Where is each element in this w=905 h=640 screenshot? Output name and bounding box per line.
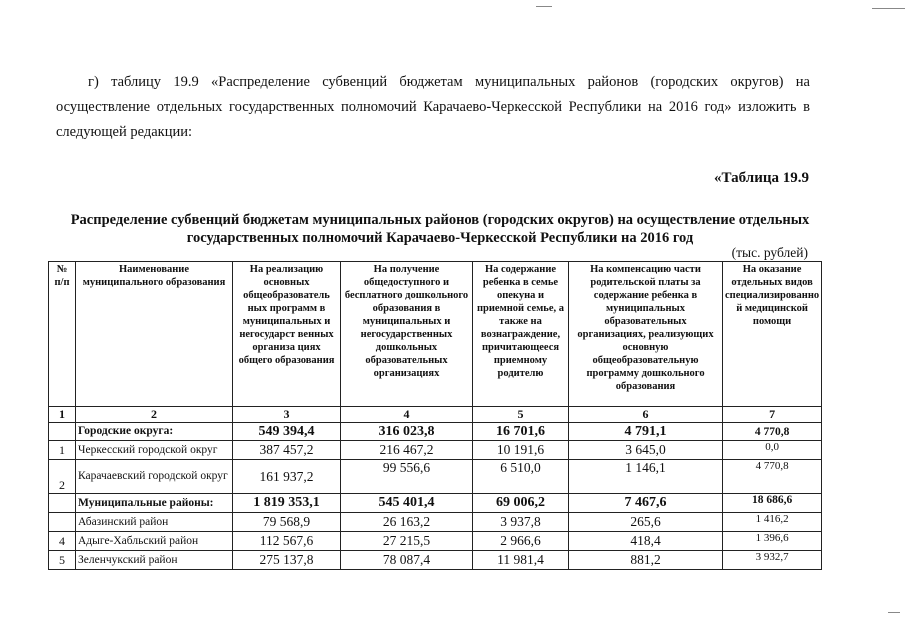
- column-numbers-row: [49, 407, 822, 423]
- cell-value: 4 791,1: [569, 423, 723, 441]
- row-name: Абазинский район: [76, 513, 233, 532]
- table-row: [49, 460, 822, 494]
- row-number: [49, 494, 76, 513]
- cell-value: 387 457,2: [233, 441, 341, 460]
- column-number: 6: [569, 407, 723, 423]
- row-number: 1: [49, 441, 76, 460]
- cell-value: 26 163,2: [341, 513, 473, 532]
- cell-value: 0,0: [723, 441, 822, 460]
- table-row-subtotal: [49, 423, 822, 441]
- cell-value: 265,6: [569, 513, 723, 532]
- row-name: Карачаевский городской округ: [76, 460, 233, 494]
- cell-value: 1 146,1: [569, 460, 723, 494]
- cell-value: 161 937,2: [233, 460, 341, 494]
- table-row-subtotal: [49, 494, 822, 513]
- cell-value: 549 394,4: [233, 423, 341, 441]
- column-number: 5: [473, 407, 569, 423]
- column-number: 4: [341, 407, 473, 423]
- cell-value: 16 701,6: [473, 423, 569, 441]
- table-row: [49, 441, 822, 460]
- row-number: [49, 513, 76, 532]
- subventions-table: [48, 261, 822, 570]
- cell-value: 11 981,4: [473, 551, 569, 570]
- row-number: 2: [49, 460, 76, 494]
- row-number: 5: [49, 551, 76, 570]
- cell-value: 1 396,6: [723, 532, 822, 551]
- header-foster-care: На содержание ребенка в семье опекуна и приемной семье, а также на вознаграждение, причитающееся приемному родителю: [473, 262, 569, 407]
- header-parental-compensation: На компенсацию части родительской платы за содержание ребенка в муниципальных образовательных организациях, реализующих основную общеобразовательную программу дошкольного образования: [569, 262, 723, 407]
- cell-value: 216 467,2: [341, 441, 473, 460]
- row-number: 4: [49, 532, 76, 551]
- header-preschool-education: На получение общедоступного и бесплатного дошкольного образования в муниципальных и негосударственных дошкольных образовательных организациях: [341, 262, 473, 407]
- cell-value: 99 556,6: [341, 460, 473, 494]
- scan-artifact: [536, 6, 552, 7]
- table-title: Распределение субвенций бюджетам муниципальных районов (городских округов) на осуществление отдельных государственных полномочий Карачаево-Черкесской Республики на 2016 год: [70, 212, 810, 246]
- cell-value: 881,2: [569, 551, 723, 570]
- cell-value: 10 191,6: [473, 441, 569, 460]
- cell-value: 3 645,0: [569, 441, 723, 460]
- row-name: Черкесский городской округ: [76, 441, 233, 460]
- column-number: 2: [76, 407, 233, 423]
- cell-value: 2 966,6: [473, 532, 569, 551]
- cell-value: 6 510,0: [473, 460, 569, 494]
- column-number: 3: [233, 407, 341, 423]
- row-name: Зеленчукский район: [76, 551, 233, 570]
- cell-value: 4 770,8: [723, 460, 822, 494]
- cell-value: 1 416,2: [723, 513, 822, 532]
- cell-value: 79 568,9: [233, 513, 341, 532]
- cell-value: 3 937,8: [473, 513, 569, 532]
- row-name: Муниципальные районы:: [76, 494, 233, 513]
- column-number: 1: [49, 407, 76, 423]
- row-name: Адыге-Хабльский район: [76, 532, 233, 551]
- cell-value: 3 932,7: [723, 551, 822, 570]
- table-row: [49, 551, 822, 570]
- cell-value: 275 137,8: [233, 551, 341, 570]
- table-row: [49, 513, 822, 532]
- cell-value: 418,4: [569, 532, 723, 551]
- table-number: «Таблица 19.9: [714, 170, 809, 186]
- cell-value: 69 006,2: [473, 494, 569, 513]
- header-general-education: На реализацию основных общеобразователь ных программ в муниципальных и негосударст венных организа циях общего образования: [233, 262, 341, 407]
- header-number: № п/п: [49, 262, 76, 407]
- scan-artifact: [888, 612, 900, 613]
- intro-paragraph: г) таблицу 19.9 «Распределение субвенций бюджетам муниципальных районов (городских округов) на осуществление отдельных государственных полномочий Карачаево-Черкесской Республики на 2016 год» изложить в следующей редакции:: [56, 74, 810, 140]
- cell-value: 27 215,5: [341, 532, 473, 551]
- header-municipality: Наименование муниципального образования: [76, 262, 233, 407]
- cell-value: 78 087,4: [341, 551, 473, 570]
- column-number: 7: [723, 407, 822, 423]
- scan-artifact: [872, 8, 905, 9]
- cell-value: 4 770,8: [723, 423, 822, 441]
- row-name: Городские округа:: [76, 423, 233, 441]
- cell-value: 1 819 353,1: [233, 494, 341, 513]
- cell-value: 112 567,6: [233, 532, 341, 551]
- header-row: [49, 262, 822, 407]
- cell-value: 545 401,4: [341, 494, 473, 513]
- cell-value: 316 023,8: [341, 423, 473, 441]
- header-medical-aid: На оказание отдельных видов специализированно й медицинской помощи: [723, 262, 822, 407]
- cell-value: 7 467,6: [569, 494, 723, 513]
- cell-value: 18 686,6: [723, 494, 822, 513]
- row-number: [49, 423, 76, 441]
- table-row: [49, 532, 822, 551]
- units-label: (тыс. рублей): [731, 245, 808, 260]
